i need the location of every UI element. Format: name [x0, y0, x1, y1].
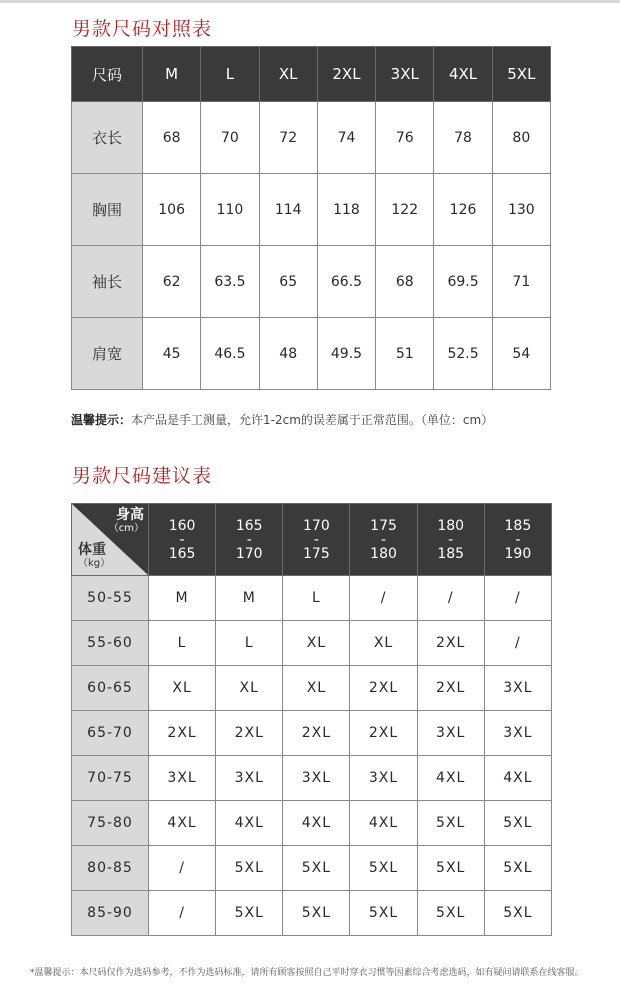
table-cell: / — [484, 576, 551, 621]
table-cell: 48 — [259, 318, 317, 390]
table-cell: 68 — [376, 246, 434, 318]
weight-label: 55-60 — [72, 621, 149, 666]
size-suggestion-table — [71, 503, 552, 936]
height-header — [417, 504, 484, 576]
note-text: 本产品是手工测量，允许1-2cm的误差属于正常范围。（单位：cm） — [131, 413, 494, 427]
height-dash: - — [179, 531, 185, 548]
table-cell: M — [216, 576, 283, 621]
table-row — [72, 666, 552, 711]
table-cell: 65 — [259, 246, 317, 318]
size-header-row — [72, 47, 551, 102]
corner-header — [72, 504, 149, 576]
height-to: 190 — [504, 545, 532, 562]
table-cell: 2XL — [350, 666, 417, 711]
height-from: 160 — [168, 517, 196, 534]
table-cell: 45 — [143, 318, 201, 390]
table-cell: XL — [283, 666, 350, 711]
table-cell: L — [283, 576, 350, 621]
table-cell: 4XL — [484, 756, 551, 801]
table-cell: XL — [283, 621, 350, 666]
table-cell: / — [149, 846, 216, 891]
weight-label: 80-85 — [72, 846, 149, 891]
table-cell: 3XL — [283, 756, 350, 801]
height-to: 185 — [437, 545, 465, 562]
size-chart-table — [71, 46, 551, 390]
table-cell: 80 — [492, 102, 550, 174]
weight-label: 60-65 — [72, 666, 149, 711]
height-to: 170 — [235, 545, 263, 562]
table-cell: 49.5 — [317, 318, 375, 390]
table-cell: 76 — [376, 102, 434, 174]
size-header: 4XL — [434, 47, 492, 102]
weight-label: 85-90 — [72, 891, 149, 936]
table-cell: 54 — [492, 318, 550, 390]
table-cell: 4XL — [417, 756, 484, 801]
height-header — [216, 504, 283, 576]
table-row — [72, 846, 552, 891]
table-cell: 66.5 — [317, 246, 375, 318]
table-cell: 3XL — [350, 756, 417, 801]
table-cell: L — [216, 621, 283, 666]
height-header — [484, 504, 551, 576]
table-row — [72, 801, 552, 846]
table-row — [72, 891, 552, 936]
table-cell: 5XL — [417, 801, 484, 846]
table-cell: 46.5 — [201, 318, 259, 390]
table-cell: 62 — [143, 246, 201, 318]
height-to: 180 — [370, 545, 397, 562]
height-header — [350, 504, 417, 576]
weight-label: 50-55 — [72, 576, 149, 621]
table-cell: 130 — [492, 174, 550, 246]
table-cell: 3XL — [216, 756, 283, 801]
weight-label: 75-80 — [72, 801, 149, 846]
table-cell: 5XL — [484, 891, 551, 936]
table-cell: 71 — [492, 246, 550, 318]
table-cell: 3XL — [417, 711, 484, 756]
table-cell: XL — [149, 666, 216, 711]
height-to: 175 — [303, 545, 330, 562]
table-row — [72, 621, 552, 666]
table-cell: 2XL — [149, 711, 216, 756]
table-cell: 72 — [259, 102, 317, 174]
weight-axis-label — [78, 543, 110, 571]
height-dash: - — [381, 531, 387, 548]
table-row — [72, 318, 551, 390]
table-cell: 4XL — [350, 801, 417, 846]
size-suggestion-title: 男款尺码建议表 — [72, 465, 213, 487]
table-cell: 114 — [259, 174, 317, 246]
height-axis-label — [109, 508, 144, 536]
table-cell: 118 — [317, 174, 375, 246]
table-cell: 5XL — [417, 846, 484, 891]
table-cell: M — [149, 576, 216, 621]
height-from: 165 — [235, 517, 263, 534]
table-cell: 5XL — [350, 846, 417, 891]
table-cell: 5XL — [283, 846, 350, 891]
table-cell: 2XL — [283, 711, 350, 756]
table-cell: 68 — [143, 102, 201, 174]
table-row — [72, 711, 552, 756]
table-cell: 78 — [434, 102, 492, 174]
table-cell: XL — [216, 666, 283, 711]
table-cell: / — [149, 891, 216, 936]
table-cell: 69.5 — [434, 246, 492, 318]
table-cell: 3XL — [149, 756, 216, 801]
table-cell: 74 — [317, 102, 375, 174]
height-dash: - — [448, 531, 454, 548]
table-cell: 5XL — [350, 891, 417, 936]
height-header — [283, 504, 350, 576]
table-row — [72, 756, 552, 801]
height-dash: - — [313, 531, 319, 548]
table-cell: / — [350, 576, 417, 621]
table-cell: 4XL — [149, 801, 216, 846]
table-cell: 4XL — [283, 801, 350, 846]
table-cell: 5XL — [484, 801, 551, 846]
weight-label: 体重 — [78, 542, 106, 558]
table-cell: 70 — [201, 102, 259, 174]
row-label: 胸围 — [72, 174, 143, 246]
table-cell: / — [484, 621, 551, 666]
table-cell: / — [417, 576, 484, 621]
table-cell: 2XL — [216, 711, 283, 756]
table-cell: 5XL — [216, 891, 283, 936]
height-dash: - — [246, 531, 252, 548]
row-label: 衣长 — [72, 102, 143, 174]
table-cell: 4XL — [216, 801, 283, 846]
size-corner-label: 尺码 — [72, 47, 143, 102]
height-from: 185 — [504, 517, 532, 534]
table-cell: 63.5 — [201, 246, 259, 318]
table-cell: 5XL — [283, 891, 350, 936]
row-label: 袖长 — [72, 246, 143, 318]
table-row — [72, 102, 551, 174]
height-from: 180 — [437, 517, 465, 534]
table-cell: 2XL — [417, 621, 484, 666]
height-from: 170 — [303, 517, 330, 534]
table-cell: 3XL — [484, 711, 551, 756]
height-unit: （cm） — [108, 523, 144, 534]
table-row — [72, 174, 551, 246]
height-header — [149, 504, 216, 576]
table-cell: 122 — [376, 174, 434, 246]
weight-label: 65-70 — [72, 711, 149, 756]
height-dash: - — [515, 531, 521, 548]
table-cell: 5XL — [417, 891, 484, 936]
height-label: 身高 — [116, 507, 144, 523]
table-cell: 126 — [434, 174, 492, 246]
size-header: 2XL — [317, 47, 375, 102]
table-row — [72, 576, 552, 621]
table-cell: 106 — [143, 174, 201, 246]
table-row — [72, 246, 551, 318]
top-divider — [0, 0, 620, 3]
height-to: 165 — [168, 545, 196, 562]
weight-label: 70-75 — [72, 756, 149, 801]
note-prefix: 温馨提示： — [71, 413, 132, 427]
table-cell: 5XL — [484, 846, 551, 891]
size-header: L — [201, 47, 259, 102]
size-header: 3XL — [376, 47, 434, 102]
table-cell: 3XL — [484, 666, 551, 711]
height-from: 175 — [370, 517, 397, 534]
selection-note: *温馨提示：本尺码仅作为选码参考，不作为选码标准，请所有顾客按照自己平时穿衣习惯等因素综合考虑选码，如有疑问请联系在线客服。 — [30, 968, 584, 978]
table-cell: 2XL — [350, 711, 417, 756]
table-cell: 110 — [201, 174, 259, 246]
height-header-row — [72, 504, 552, 576]
row-label: 肩宽 — [72, 318, 143, 390]
table-cell: 51 — [376, 318, 434, 390]
weight-unit: （kg） — [78, 558, 111, 569]
size-header: M — [143, 47, 201, 102]
table-cell: L — [149, 621, 216, 666]
measurement-note — [71, 411, 493, 428]
size-chart-title: 男款尺码对照表 — [72, 18, 213, 40]
size-header: XL — [259, 47, 317, 102]
table-cell: 2XL — [417, 666, 484, 711]
size-header: 5XL — [492, 47, 550, 102]
table-cell: 52.5 — [434, 318, 492, 390]
table-cell: 5XL — [216, 846, 283, 891]
table-cell: XL — [350, 621, 417, 666]
